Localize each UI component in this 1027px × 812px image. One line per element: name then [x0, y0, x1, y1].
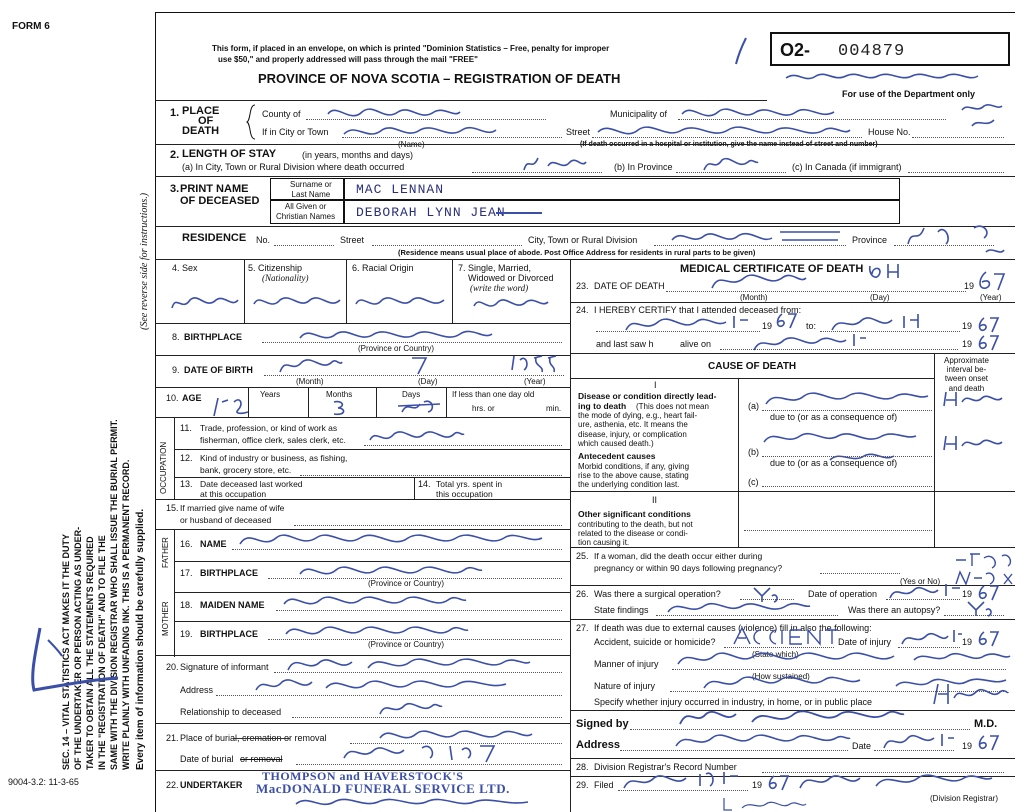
birthplace-label: BIRTHPLACE: [184, 332, 242, 342]
q25-line2: pregnancy or within 90 days following pregnancy?: [594, 563, 783, 573]
dept-code-handwriting: [958, 100, 1004, 130]
q12-line1: Kind of industry or business, as fishing,: [200, 453, 348, 463]
q28-num: 28.: [576, 762, 589, 772]
line-a-label: (a): [748, 401, 759, 411]
month-label: (Month): [296, 377, 324, 386]
dept-use-label: For use of the Department only: [842, 89, 976, 99]
md-date-label: Date: [852, 741, 872, 751]
age-num: 10.: [166, 393, 179, 403]
place-num: 1.: [170, 107, 180, 119]
rule: [174, 529, 175, 657]
dob-num: 9.: [172, 365, 180, 375]
check-mark: [730, 36, 750, 66]
years-label: Years: [260, 390, 281, 399]
rule: [155, 176, 1015, 177]
undertaker-handwriting: [292, 794, 532, 812]
side-note: SEC. 14 – VITAL STATISTICS ACT MAKES IT THE DUTY: [61, 533, 71, 770]
burial-date-strike: or removal: [240, 754, 283, 764]
q11-line2: fisherman, office clerk, sales clerk, etc.: [200, 435, 346, 445]
q18-label: MAIDEN NAME: [200, 600, 265, 610]
rule: [346, 259, 347, 323]
side-note: OF THE UNDERTAKER OR PERSON ACTING AS UNDER-: [73, 526, 83, 770]
hrs-label: hrs. or: [472, 404, 495, 413]
cause-a-handwriting: [762, 384, 932, 412]
attended-from-handwriting: [622, 310, 752, 336]
other-small: contributing to the death, but not related to the disease or condi- tion causing it.: [578, 520, 693, 548]
q15-line2: or husband of deceased: [180, 515, 272, 525]
antecedent-bold: Antecedent causes: [578, 451, 656, 461]
occupation-side-label: OCCUPATION: [159, 441, 168, 494]
bottom-note-handwriting: [720, 796, 810, 812]
md-year: 19: [962, 741, 973, 751]
mother-name-handwriting: [280, 588, 470, 614]
hospital-note: (If death occurred in a hospital or institution, give the name instead of street and number): [580, 141, 878, 148]
q16-label: NAME: [200, 539, 227, 549]
dotline: [744, 530, 932, 531]
death-day-handwriting: [866, 260, 906, 284]
q25-yesno: (Yes or No): [900, 577, 941, 586]
specify-handwriting: [930, 680, 1010, 710]
month-label: (Month): [740, 293, 768, 302]
q16-num: 16.: [180, 539, 193, 549]
how-sustained-label: (How sustained): [752, 672, 810, 681]
file-code-handwriting: [782, 64, 982, 88]
rule: [155, 417, 570, 418]
margin-ink-mark: [18, 620, 128, 700]
year-label: (Year): [524, 377, 546, 386]
stay-num: 2.: [170, 149, 180, 161]
other-bold: Other significant conditions: [578, 509, 691, 519]
sex-label: 4. Sex: [172, 263, 198, 273]
accident-label: Accident, suicide or homicide?: [594, 637, 716, 647]
q19-label: BIRTHPLACE: [200, 629, 258, 639]
day-label: (Day): [870, 293, 890, 302]
day-label: (Day): [418, 377, 438, 386]
rule: [934, 353, 935, 547]
stay-c-label: (c) In Canada (if immigrant): [792, 162, 902, 172]
q11-num: 11.: [180, 423, 192, 433]
column-divider: [570, 259, 571, 812]
q23-num: 23.: [576, 281, 589, 291]
place-label-3: DEATH: [182, 125, 220, 137]
side-note: Every item of information should be carefully supplied.: [135, 508, 146, 770]
nature-label: Nature of injury: [594, 681, 656, 691]
side-note: WRITE PLAINLY WITH UNFADING INK. THIS IS A PERMANENT RECORD.: [121, 459, 131, 770]
q23-label: DATE OF DEATH: [594, 281, 665, 291]
residence-province-label: Province: [852, 235, 888, 245]
signed-label: Signed by: [576, 718, 629, 730]
q12-line2: bank, grocery store, etc.: [200, 465, 292, 475]
age-label: AGE: [182, 393, 202, 403]
dotline: [908, 172, 1004, 173]
state-which-label: (State which): [752, 650, 799, 659]
father-side-label: FATHER: [161, 537, 170, 568]
injury-year: 19: [962, 637, 973, 647]
father-name-handwriting: [236, 526, 546, 554]
last-year-handwriting: [976, 334, 1000, 352]
md-label: M.D.: [974, 718, 998, 730]
municipality-label: Municipality of: [610, 109, 668, 119]
dob-year-handwriting: [508, 352, 558, 374]
mother-side-label: MOTHER: [161, 601, 170, 636]
postal-note: use $50," and properly addressed will pass through the mail "FREE": [218, 55, 478, 64]
last-year: 19: [962, 339, 973, 349]
q15-num: 15.: [166, 503, 179, 513]
surname-label: Surname or Last Name: [290, 180, 332, 199]
dotline: [762, 486, 932, 487]
birthplace-num: 8.: [172, 332, 180, 342]
q22-num: 22.: [166, 780, 179, 790]
year-label: (Year): [980, 293, 1002, 302]
div-registrar-label: (Division Registrar): [930, 794, 999, 803]
brace: [246, 104, 256, 140]
stay-label: LENGTH OF STAY: [182, 148, 277, 160]
dotline: [372, 245, 522, 246]
q23-year-prefix: 19: [964, 281, 975, 291]
age-months-handwriting: [332, 400, 350, 416]
q21-num: 21.: [166, 733, 179, 743]
surname-value: MAC LENNAN: [356, 182, 445, 197]
dotline: [274, 245, 334, 246]
roman-2: II: [652, 495, 658, 505]
rule: [308, 387, 309, 417]
occupation-handwriting: [366, 424, 466, 450]
side-note: SAME WITH THE DIVISION REGISTRAR WHO SHALL ISSUE THE BURIAL PERMIT.: [109, 419, 119, 770]
q21-label: Place of burial, cremation or removal: [180, 733, 327, 743]
side-note: TAKER TO OBTAIN ALL THE STATEMENTS REQUIRED: [85, 536, 95, 770]
rule: [376, 387, 377, 417]
q20-label: Signature of informant: [180, 662, 269, 672]
undertaker-stamp-line1: THOMPSON and HAVERSTOCK'S: [262, 769, 464, 783]
q25-num: 25.: [576, 551, 589, 561]
citizenship-label: 5. Citizenship: [248, 263, 303, 273]
autopsy-label: Was there an autopsy?: [848, 605, 941, 615]
q27-label: If death was due to external causes (violence) fill in also the following:: [594, 623, 872, 633]
age-years-handwriting: [212, 396, 252, 418]
side-note: IN THE "REGISTRATION OF DEATH" AND TO FILE THE: [97, 535, 107, 770]
q24-label: I HEREBY CERTIFY that I attended deceased from:: [594, 305, 802, 315]
manner-label: Manner of injury: [594, 659, 659, 669]
stay-sub: (in years, months and days): [302, 150, 414, 160]
side-note: (See reverse side for instructions.): [139, 192, 150, 330]
dotline: [912, 137, 1004, 138]
disease-bold: Disease or condition directly lead- ing to death: [578, 391, 717, 411]
q12-num: 12.: [180, 453, 193, 463]
q25-line1: If a woman, did the death occur either during: [594, 551, 763, 561]
strike: [234, 738, 290, 739]
line-b-label: (b): [748, 447, 759, 457]
death-year-handwriting: [976, 270, 1006, 292]
citizenship-handwriting: [250, 290, 344, 316]
q14-line1: Total yrs. spent in: [436, 479, 503, 489]
q13-num: 13.: [180, 479, 193, 489]
registration-prefix: O2-: [780, 40, 811, 60]
prov-country-label: (Province or Country): [368, 640, 445, 649]
findings-handwriting: [664, 594, 814, 618]
rule: [570, 491, 1015, 492]
death-month-handwriting: [708, 266, 808, 294]
due-to-2: due to (or as a consequence of): [770, 458, 898, 468]
md-year-handwriting: [976, 734, 1000, 752]
marital-label-2: Widowed or Divorced: [468, 273, 554, 283]
q26-year: 19: [962, 589, 973, 599]
q28-label: Division Registrar's Record Number: [594, 762, 737, 772]
q26-label: Was there a surgical operation?: [594, 589, 721, 599]
q26-num: 26.: [576, 589, 589, 599]
rule: [174, 477, 570, 478]
q17-num: 17.: [180, 568, 193, 578]
citizenship-sub: (Nationality): [262, 273, 309, 283]
postal-note: This form, if placed in an envelope, on which is printed "Dominion Statistics – Free, penalty for improper: [212, 44, 610, 53]
md-address-label: Address: [576, 739, 621, 751]
filed-year-handwriting: [766, 774, 790, 792]
interval-title: Approximate interval be- tween onset and death: [944, 356, 989, 393]
last-saw-label: and last saw h: [596, 339, 654, 349]
rule: [446, 387, 447, 417]
cause-title: CAUSE OF DEATH: [708, 361, 797, 372]
dotline: [762, 456, 932, 457]
q24-to-label: to:: [806, 321, 817, 331]
filed-date-handwriting: [620, 768, 750, 792]
rule: [174, 417, 175, 499]
strike: [496, 212, 542, 214]
q22-label: UNDERTAKER: [180, 780, 243, 790]
marital-label-1: 7. Single, Married,: [458, 263, 532, 273]
due-to-1: due to (or as a consequence of): [770, 412, 898, 422]
stay-b-handwriting: [700, 152, 760, 176]
attended-to-year-handwriting: [976, 316, 1000, 334]
md-address-handwriting: [672, 726, 852, 754]
residence-label: RESIDENCE: [182, 232, 247, 244]
rule: [414, 477, 415, 499]
form-number: FORM 6: [12, 21, 50, 32]
interval-b-handwriting: [940, 432, 1006, 454]
place-label-1: PLACE: [182, 105, 220, 117]
q18-num: 18.: [180, 600, 193, 610]
rule: [452, 259, 453, 323]
rule: [570, 378, 934, 379]
q27-num: 27.: [576, 623, 589, 633]
place-label-2: OF: [198, 115, 214, 127]
name-label-1: PRINT NAME: [180, 183, 249, 195]
rule: [570, 353, 1015, 354]
rule: [570, 302, 1015, 303]
prov-country-label: (Province or Country): [368, 579, 445, 588]
street-label: Street: [566, 127, 591, 137]
interval-a-handwriting: [940, 388, 1006, 410]
rule: [570, 619, 1015, 620]
q29-num: 29.: [576, 780, 589, 790]
burial-date-handwriting: [340, 740, 500, 766]
q15-line1: If married give name of wife: [180, 503, 285, 513]
roman-1: I: [654, 380, 657, 390]
q11-line1: Trade, profession, or kind of work as: [200, 423, 338, 433]
q24-from-year: 19: [762, 321, 773, 331]
registration-number: 004879: [838, 42, 906, 61]
prov-country-label: (Province or Country): [358, 344, 435, 353]
disease-small: (This does not mean the mode of dying, e.g., heart fail- ure, asthenia, etc. It means the disease, injury, or complication which caused death.): [578, 402, 709, 448]
q29-year: 19: [752, 780, 763, 790]
dob-day-handwriting: [410, 354, 430, 376]
antecedent-small: Morbid conditions, if any, giving rise to the above cause, stating the underlying condition last.: [578, 462, 690, 490]
sex-handwriting: [168, 290, 242, 316]
attended-from-year-handwriting: [774, 312, 798, 330]
burial-date-label: Date of burial: [180, 754, 234, 764]
rule: [155, 387, 570, 388]
under-day-label: If less than one day old: [452, 390, 535, 399]
city-label: If in City or Town: [262, 127, 329, 137]
marital-sub: (write the word): [470, 283, 529, 293]
name-num: 3.: [170, 183, 180, 195]
specify-label: Specify whether injury occurred in industry, in home, or in public place: [594, 697, 872, 707]
stay-a-label: (a) In City, Town or Rural Division where death occurred: [182, 162, 405, 172]
residence-city-label: City, Town or Rural Division: [528, 235, 638, 245]
name-label-2: OF DECEASED: [180, 195, 260, 207]
page-title: PROVINCE OF NOVA SCOTIA – REGISTRATION OF DEATH: [258, 71, 621, 86]
address-label: Address: [180, 685, 214, 695]
rule: [155, 499, 570, 500]
racial-label: 6. Racial Origin: [352, 263, 414, 273]
rule: [244, 259, 245, 323]
operation-date-handwriting: [886, 577, 962, 602]
q24-to-year: 19: [962, 321, 973, 331]
relationship-label: Relationship to deceased: [180, 707, 282, 717]
residence-street-label: Street: [340, 235, 365, 245]
dotline: [300, 475, 562, 476]
racial-handwriting: [352, 290, 448, 316]
stay-b-label: (b) In Province: [614, 162, 673, 172]
dotline: [820, 573, 900, 574]
last-saw-label-2: alive on: [680, 339, 712, 349]
dob-month-handwriting: [276, 352, 346, 378]
autopsy-handwriting: [966, 598, 996, 618]
md-date-handwriting: [880, 728, 956, 752]
county-label: County of: [262, 109, 301, 119]
medical-title: MEDICAL CERTIFICATE OF DEATH: [680, 263, 864, 275]
rule: [174, 449, 570, 450]
days-label: Days: [402, 390, 421, 399]
residence-note: (Residence means usual place of abode. Post Office Address for residents in rural parts to be given): [398, 248, 756, 257]
line-c-label: (c): [748, 477, 759, 487]
rule: [570, 547, 1015, 548]
residence-no-label: No.: [256, 235, 271, 245]
given-label: All Given or Christian Names: [276, 202, 336, 221]
q17-label: BIRTHPLACE: [200, 568, 258, 578]
rule: [738, 378, 739, 547]
last-saw-handwriting: [750, 330, 870, 354]
residence-city-handwriting: [668, 224, 848, 250]
house-label: House No.: [868, 127, 911, 137]
print-code: 9004-3.2: 11-3-65: [8, 777, 79, 787]
residence-province-handwriting: [904, 222, 1010, 262]
q13-line1: Date deceased last worked: [200, 479, 303, 489]
q29-label: Filed: [594, 780, 614, 790]
dob-label: DATE OF BIRTH: [184, 365, 253, 375]
min-label: min.: [546, 404, 562, 413]
relationship-handwriting: [376, 696, 446, 720]
injury-date-label: Date of injury: [838, 637, 892, 647]
given-value: DEBORAH LYNN JEAN: [356, 205, 506, 220]
rule: [570, 758, 1015, 759]
q19-num: 19.: [180, 629, 193, 639]
q13-line2: at this occupation: [200, 489, 267, 499]
undertaker-stamp-line2: MacDONALD FUNERAL SERVICE LTD.: [256, 781, 510, 796]
q20-num: 20.: [166, 662, 179, 672]
age-days-handwriting: [396, 396, 442, 416]
marital-handwriting: [470, 292, 550, 318]
state-findings-label: State findings: [594, 605, 649, 615]
q26-date-label: Date of operation: [808, 589, 878, 599]
q14-line2: this occupation: [436, 489, 493, 499]
rule: [155, 144, 1015, 145]
q14-num: 14.: [418, 479, 431, 489]
q24-num: 24.: [576, 305, 589, 315]
registrar-signature: [796, 766, 996, 794]
name-label: (Name): [398, 140, 425, 149]
months-label: Months: [326, 390, 353, 399]
stay-a-handwriting: [520, 152, 590, 176]
rule: [155, 226, 1015, 227]
